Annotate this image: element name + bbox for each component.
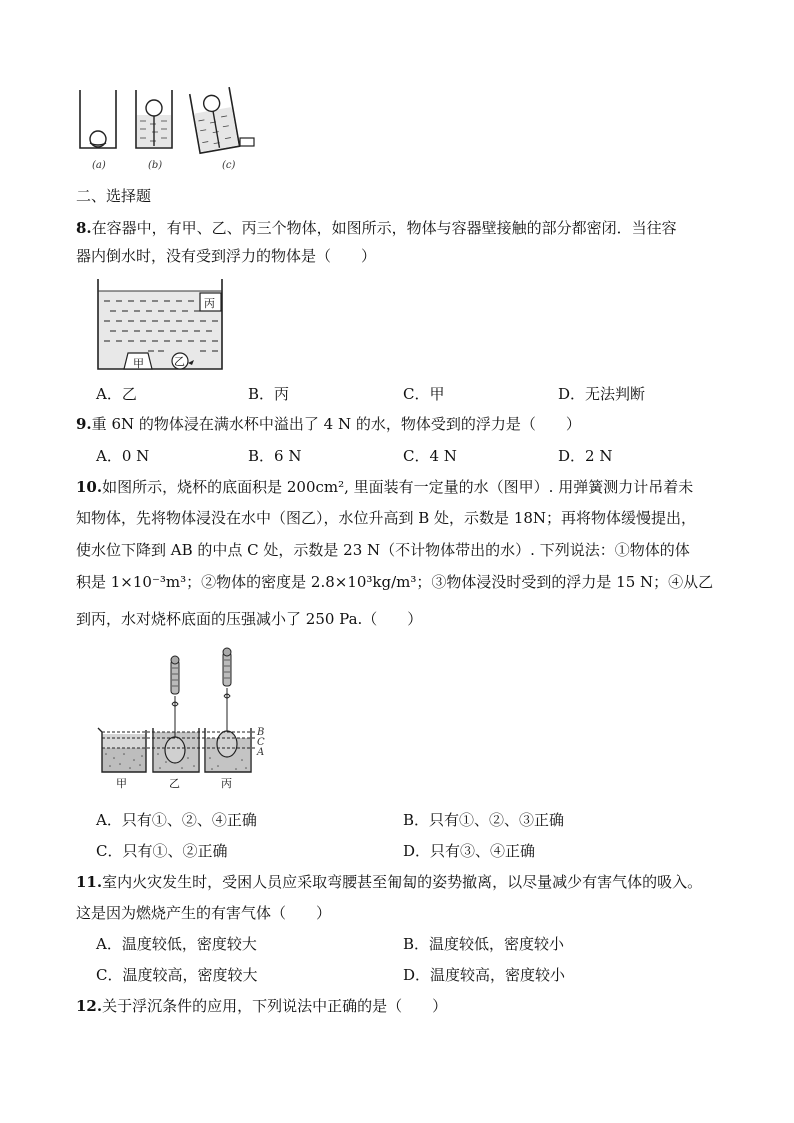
section-title: 二、选择题 <box>76 187 152 205</box>
q9-option-c[interactable]: C．4 N <box>403 447 457 465</box>
question-12-text: 关于浮沉条件的应用，下列说法中正确的是（ ） <box>102 997 448 1015</box>
beaker-jia <box>98 728 146 772</box>
question-10-line-3: 使水位下降到 AB 的中点 C 处，示数是 23 N（不计物体带出的水）. 下列说法：①物体的体 <box>76 541 690 559</box>
beaker-label-yi: 乙 <box>169 777 180 790</box>
q8-label-yi: 乙 <box>174 355 185 368</box>
q8-label-jia: 甲 <box>133 357 144 370</box>
container-a <box>80 90 116 148</box>
question-11-text: 室内火灾发生时，受困人员应采取弯腰甚至匍匐的姿势撤离，以尽量减少有害气体的吸入。 <box>102 873 703 891</box>
q8-option-b[interactable]: B．丙 <box>248 385 290 403</box>
question-9-line-1 <box>76 414 581 434</box>
q11-option-c[interactable]: C．温度较高，密度较大 <box>96 966 258 984</box>
question-8-number: 8. <box>76 219 92 237</box>
label-a: (a) <box>92 160 106 171</box>
question-10-number: 10. <box>76 478 103 496</box>
beaker-bing <box>205 648 251 772</box>
beaker-label-bing: 丙 <box>221 777 232 790</box>
question-10-line-2: 知物体，先将物体浸没在水中（图乙），水位升高到 B 处，示数是 18N；再将物体缓慢提出， <box>76 509 697 527</box>
label-b: (b) <box>148 160 163 171</box>
question-8-line-1 <box>76 218 677 238</box>
q9-option-a[interactable]: A．0 N <box>96 447 150 465</box>
container-c <box>190 87 240 153</box>
q11-option-d[interactable]: D．温度较高，密度较小 <box>403 966 566 984</box>
beaker-label-jia: 甲 <box>116 777 127 790</box>
level-label-b: B <box>257 727 265 738</box>
figure-containers-abc <box>76 88 266 173</box>
question-11-line-1 <box>76 872 702 892</box>
label-c: (c) <box>222 160 236 171</box>
q8-option-a[interactable]: A．乙 <box>96 385 137 403</box>
beaker-yi <box>153 656 199 772</box>
question-8-line-2: 器内倒水时，没有受到浮力的物体是（ ） <box>76 247 377 265</box>
q10-option-c[interactable]: C．只有①、②正确 <box>96 842 228 860</box>
figure-q10-beakers <box>96 646 276 792</box>
level-label-c: C <box>257 737 265 748</box>
question-10-line-4: 积是 1×10⁻³m³；②物体的密度是 2.8×10³kg/m³；③物体浸没时受到的浮力是 15 N；④从乙 <box>76 573 714 591</box>
q9-option-d[interactable]: D．2 N <box>558 447 613 465</box>
q10-option-b[interactable]: B．只有①、②、③正确 <box>403 811 565 829</box>
question-11-line-2: 这是因为燃烧产生的有害气体（ ） <box>76 904 332 922</box>
container-b <box>136 90 172 148</box>
question-8-text: 在容器中，有甲、乙、丙三个物体，如图所示，物体与容器壁接触的部分都密闭．当往容 <box>91 219 677 237</box>
level-label-a: A <box>257 747 265 758</box>
figure-q8-container <box>96 277 226 372</box>
question-10-line-5: 到丙，水对烧杯底面的压强减小了 250 Pa.（ ） <box>76 610 423 628</box>
q10-option-a[interactable]: A．只有①、②、④正确 <box>96 811 257 829</box>
question-12-line-1 <box>76 996 447 1016</box>
q8-option-d[interactable]: D．无法判断 <box>558 385 646 403</box>
question-9-number: 9. <box>76 415 92 433</box>
question-10-text: 如图所示，烧杯的底面积是 200cm², 里面装有一定量的水（图甲）. 用弹簧测力计吊着未 <box>102 478 694 496</box>
q9-option-b[interactable]: B．6 N <box>248 447 302 465</box>
question-12-number: 12. <box>76 997 103 1015</box>
q10-option-d[interactable]: D．只有③、④正确 <box>403 842 536 860</box>
question-10-line-1 <box>76 477 693 497</box>
q8-label-bing: 丙 <box>204 297 215 310</box>
q11-option-b[interactable]: B．温度较低，密度较小 <box>403 935 565 953</box>
question-9-text: 重 6N 的物体浸在满水杯中溢出了 4 N 的水，物体受到的浮力是（ ） <box>91 415 581 433</box>
question-11-number: 11. <box>76 873 103 891</box>
q8-option-c[interactable]: C．甲 <box>403 385 445 403</box>
q11-option-a[interactable]: A．温度较低，密度较大 <box>96 935 257 953</box>
